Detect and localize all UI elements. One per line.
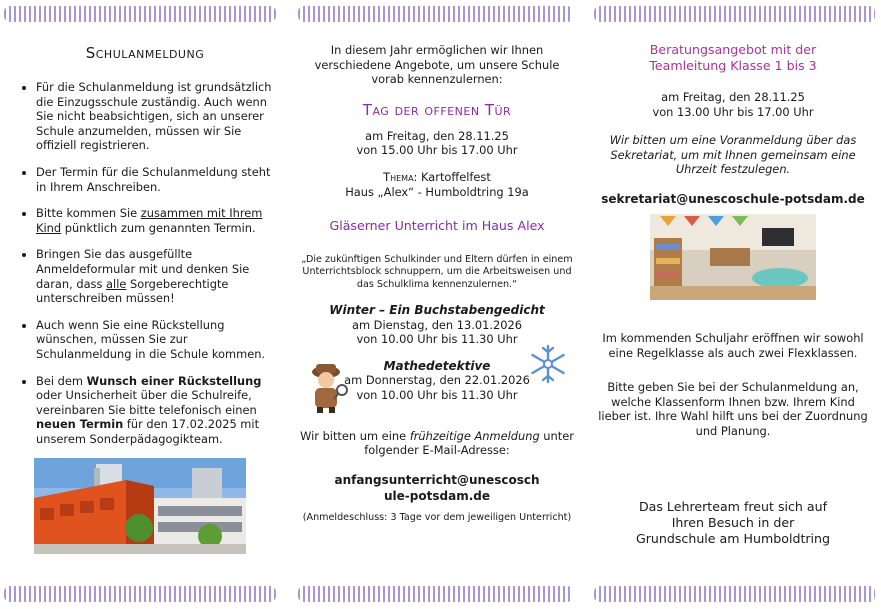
- closing-message: Das Lehrerteam freut sich auf Ihren Besuch in der Grundschule am Humboldtring: [635, 498, 831, 546]
- request-text: unter folgender E-Mail-Adresse:: [364, 428, 574, 458]
- consultation-column: [592, 34, 874, 583]
- consultation-date: am Freitag, den 28.11.25: [661, 90, 805, 104]
- classroom-photo: [650, 214, 816, 300]
- bullet-underlined-text: alle: [106, 276, 127, 291]
- bullet-responsibility: • Für die Schulanmeldung ist grundsätzlich die Einzugsschule zuständig. Auch wenn Sie nicht beabsichtigen, sich an unserer Schule anzumelden, müssen wir Sie offiziell registrieren.: [36, 80, 276, 153]
- secretariat-email-link[interactable]: sekretariat@unescoschule-potsdam.de: [601, 191, 865, 206]
- open-day-theme: [292, 170, 582, 185]
- request-emphasis: frühzeitige Anmeldung: [409, 428, 540, 443]
- event-winter-title: Winter – Ein Buchstabengedicht: [329, 302, 545, 317]
- glass-classroom-heading: Gläserner Unterricht im Haus Alex: [329, 218, 545, 234]
- event-math-date: am Donnerstag, den 22.01.2026: [344, 373, 530, 388]
- theme-label: Thema:: [383, 169, 418, 184]
- open-day-time: von 15.00 Uhr bis 17.00 Uhr: [356, 143, 518, 158]
- bullet-new-appointment: [36, 374, 276, 447]
- bullet-underlined-text: zusammen mit Ihrem Kind: [36, 206, 263, 235]
- offers-column: [292, 34, 582, 583]
- decorative-stripe-top-right: [594, 6, 875, 22]
- event-winter: [292, 303, 582, 347]
- decorative-stripe-top-middle: [298, 6, 573, 22]
- bullet-text: Sorgeberechtigte unterschreiben müssen!: [36, 276, 229, 306]
- consultation-time: von 13.00 Uhr bis 17.00 Uhr: [652, 104, 814, 119]
- consultation-heading: Beratungsangebot mit der Teamleitung Klasse 1 bis 3: [649, 42, 817, 73]
- bullet-bold-text: neuen Termin: [36, 417, 124, 432]
- classes-announcement: Im kommenden Schuljahr eröffnen wir sowohl eine Regelklasse als auch zwei Flexklassen.: [602, 330, 864, 360]
- decorative-stripe-bottom-middle: [298, 586, 573, 602]
- bullet-appointment: • Der Termin für die Schulanmeldung steht in Ihrem Anschreiben.: [36, 165, 276, 194]
- bullet-bold-text: Wunsch einer Rückstellung: [86, 373, 262, 388]
- bullet-text: Bitte kommen Sie: [36, 206, 141, 221]
- registration-deadline: (Anmeldeschluss: 3 Tage vor dem jeweiligen Unterricht): [302, 511, 572, 523]
- event-winter-time: von 10.00 Uhr bis 11.30 Uhr: [356, 332, 518, 347]
- open-day-heading: Tag der offenen Tür: [362, 100, 512, 119]
- registration-heading: Schulanmeldung: [85, 44, 205, 62]
- open-day-date: am Freitag, den 28.11.25: [365, 128, 509, 143]
- open-day-address: Haus „Alex“ - Humboldtring 19a: [345, 184, 529, 199]
- bullet-text: für den 17.02.2025 mit unserem Sonderpädagogikteam.: [36, 417, 260, 446]
- bullet-form: [36, 247, 276, 305]
- event-math-title: Mathedetektive: [383, 358, 491, 373]
- bullet-bring-child: [36, 206, 276, 235]
- theme-value: Kartoffelfest: [417, 169, 491, 184]
- bullet-text: Bringen Sie das ausgefüllte Anmeldeformular mit und denken Sie daran, dass: [36, 247, 250, 291]
- snowflake-icon: [528, 344, 568, 384]
- registration-request: [292, 429, 582, 458]
- decorative-stripe-bottom-left: [4, 586, 276, 602]
- school-building-photo: [34, 458, 246, 554]
- glass-classroom-quote: „Die zukünftigen Schulkinder und Eltern dürfen in einem Unterrichtsblock schnuppern, um die Arbeitsweisen und das Schulklima kennenzulernen.“: [301, 253, 573, 290]
- bullet-text: Bei dem: [36, 373, 87, 388]
- registration-column: [14, 34, 276, 583]
- consultation-note: Wir bitten um eine Voranmeldung über das Sekretariat, um mit Ihnen gemeinsam eine Uhrzeit festzulegen.: [609, 133, 857, 177]
- event-math-time: von 10.00 Uhr bis 11.30 Uhr: [356, 387, 518, 402]
- registration-email-link[interactable]: anfangsunterricht@unescoschule-potsdam.de: [334, 472, 540, 503]
- detective-icon: [306, 360, 350, 414]
- decorative-stripe-top-left: [4, 6, 276, 22]
- class-choice-request: Bitte geben Sie bei der Schulanmeldung an, welche Klassenform Ihnen bzw. Ihrem Kind lieber ist. Ihre Wahl hilft uns bei der Zuordnung und Planung.: [598, 380, 868, 438]
- decorative-stripe-bottom-right: [594, 586, 875, 602]
- registration-bullet-list: [14, 80, 276, 446]
- bullet-text: pünktlich zum genannten Termin.: [61, 220, 256, 235]
- event-winter-date: am Dienstag, den 13.01.2026: [351, 317, 522, 332]
- offers-intro: In diesem Jahr ermöglichen wir Ihnen verschiedene Angebote, um unsere Schule vorab kennenzulernen:: [314, 43, 560, 87]
- request-text: Wir bitten um eine: [300, 428, 410, 443]
- bullet-text: oder Unsicherheit über die Schulreife, vereinbaren Sie bitte telefonisch einen: [36, 388, 257, 417]
- bullet-deferral: • Auch wenn Sie eine Rückstellung wünschen, müssen Sie zur Schulanmeldung in die Schule kommen.: [36, 318, 276, 362]
